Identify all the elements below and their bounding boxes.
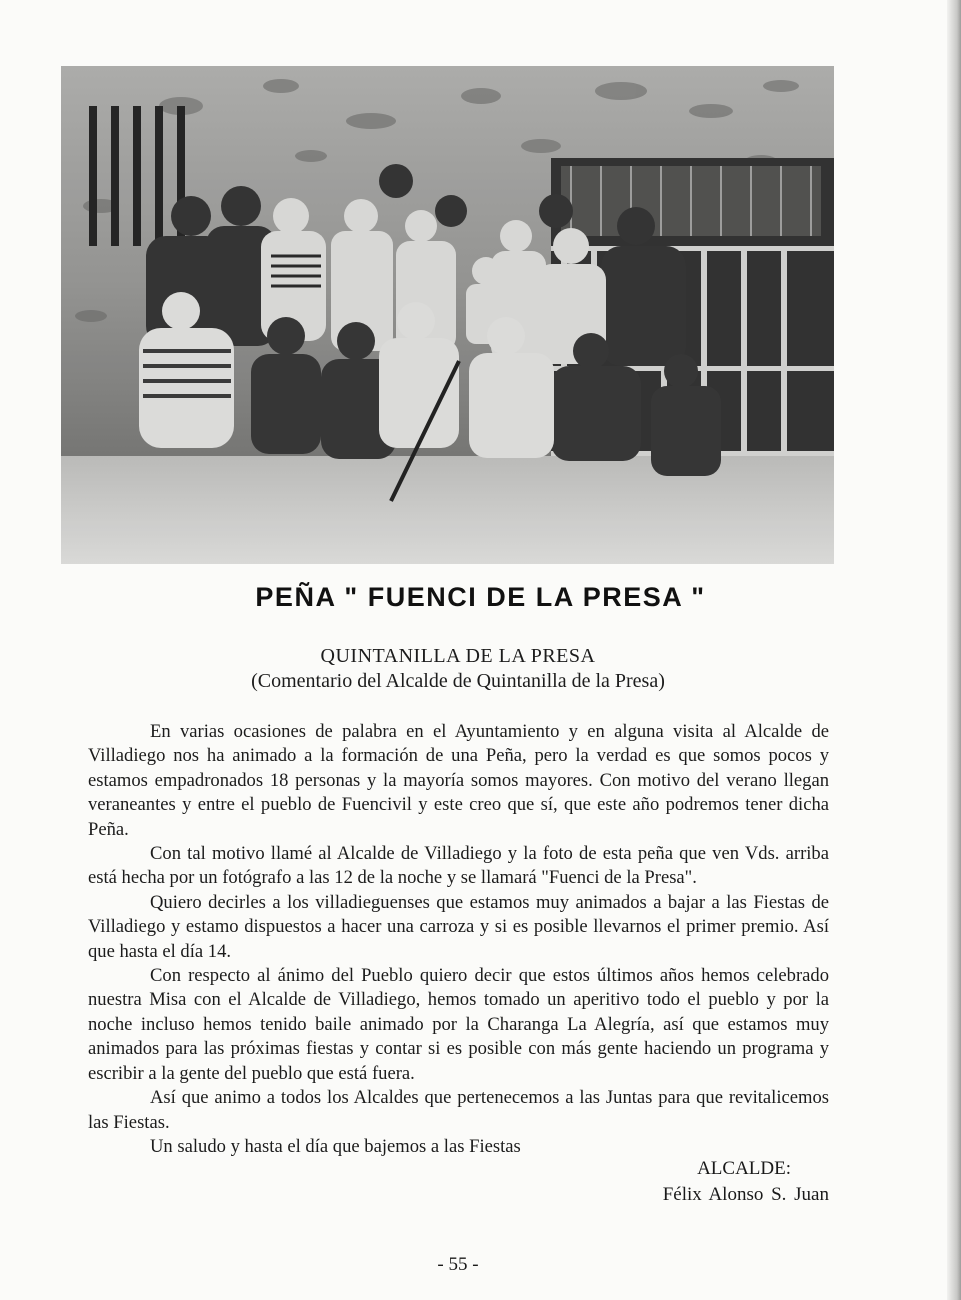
page-number: - 55 - xyxy=(437,1254,479,1275)
paragraph: En varias ocasiones de palabra en el Ayuntamiento y en alguna visita al Alcalde de Villadiego nos ha animado a la formación de una Peña, pero la verdad es que somos pocos y estamos empadronados 18 personas y la mayoría somos mayores. Con motivo del verano llegan veraneantes y entre el pueblo de Fuencivil y este creo que sí, que este año podremos tener dicha Peña. xyxy=(88,721,829,840)
comment-caption: (Comentario del Alcalde de Quintanilla de la Presa) xyxy=(251,670,665,692)
subtitle: QUINTANILLA DE LA PRESA xyxy=(320,645,596,667)
page-edge-shadow xyxy=(947,0,961,1300)
paragraph: Con tal motivo llamé al Alcalde de Villadiego y la foto de esta peña que ven Vds. arriba está hecha por un fotógrafo a las 12 de la noche y se llamará "Fuenci de la Presa". xyxy=(88,843,829,889)
signature-role: ALCALDE: xyxy=(697,1158,791,1179)
group-photo xyxy=(61,66,834,564)
paragraph: Con respecto al ánimo del Pueblo quiero decir que estos últimos años hemos celebrado nuestra Misa con el Alcalde de Villadiego, hemos tomado un aperitivo todo el pueblo y por la noche incluso hemos tenido baile animado por la Charanga La Alegría, así que estamos muy animados para las próximas fiestas y contar si es posible con más gente haciendo un programa y escribir a la gente del pueblo que está fuera. xyxy=(88,965,829,1084)
group-photo-image xyxy=(61,66,834,564)
paragraph: Así que animo a todos los Alcaldes que pertenecemos a las Juntas para que revitalicemos las Fiestas. xyxy=(88,1087,829,1133)
signature-name: Félix Alonso S. Juan xyxy=(662,1184,829,1205)
page-title: PEÑA " FUENCI DE LA PRESA " xyxy=(255,582,706,612)
article-body xyxy=(88,720,829,1159)
paragraph: Quiero decirles a los villadieguenses que estamos muy animados a bajar a las Fiestas de Villadiego y estamo dispuestos a hacer una carroza y si es posible llevarnos el primer premio. Así que hasta el día 14. xyxy=(88,891,829,962)
paragraph: Un saludo y hasta el día que bajemos a las Fiestas xyxy=(150,1135,521,1157)
